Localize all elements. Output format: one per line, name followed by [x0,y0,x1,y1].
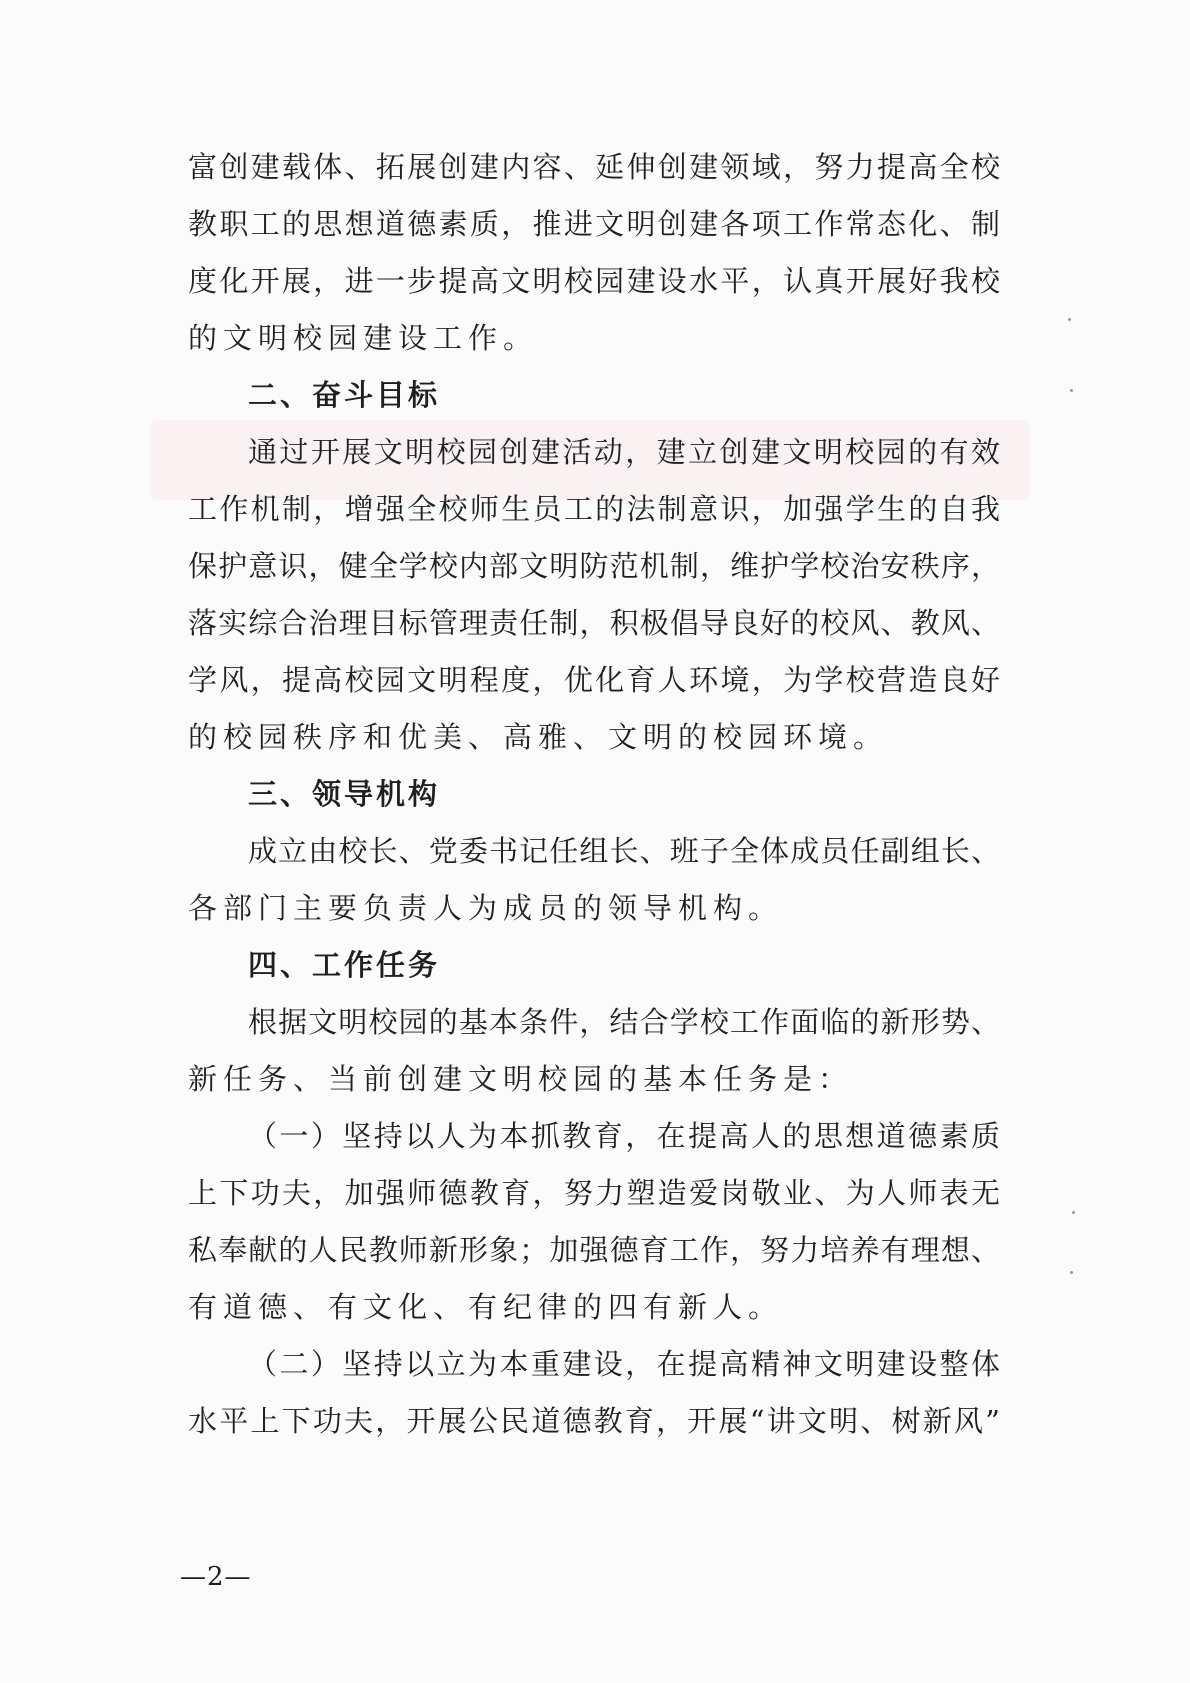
paragraph-line: 保护意识，健全学校内部文明防范机制，维护学校治安秩序， [188,549,1000,583]
paragraph-line: 富创建载体、拓展创建内容、延伸创建领域，努力提高全校 [188,150,1000,184]
paragraph-line: 根据文明校园的基本条件，结合学校工作面临的新形势、 [248,1005,1000,1039]
scan-speck [1072,1211,1075,1214]
paragraph-line: 水平上下功夫，开展公民道德教育，开展“讲文明、树新风” [188,1404,1000,1438]
paragraph-line: 学风，提高校园文明程度，优化育人环境，为学校营造良好 [188,663,1000,697]
paragraph-line: 上下功夫，加强师德教育，努力塑造爱岗敬业、为人师表无 [188,1176,1000,1210]
scan-speck [1070,1271,1073,1274]
paragraph-line: 落实综合治理目标管理责任制，积极倡导良好的校风、教风、 [188,606,1000,640]
scan-speck [1068,318,1071,321]
paragraph-line: 各部门主要负责人为成员的领导机构。 [188,891,784,925]
paragraph-line: 度化开展，进一步提高文明校园建设水平，认真开展好我校 [188,264,1000,298]
paragraph-line: （一）坚持以人为本抓教育，在提高人的思想道德素质 [248,1119,1000,1153]
page-number: —2— [180,1562,252,1592]
paragraph-line: 的文明校园建设工作。 [188,321,539,355]
paragraph-line: 工作机制，增强全校师生员工的法制意识，加强学生的自我 [188,492,1000,526]
paragraph-line: 新任务、当前创建文明校园的基本任务是： [188,1062,854,1096]
section-heading-leadership: 三、领导机构 [248,777,441,811]
paragraph-line: 教职工的思想道德素质，推进文明创建各项工作常态化、制 [188,207,1000,241]
section-heading-tasks: 四、工作任务 [248,948,441,982]
paragraph-line: 成立由校长、党委书记任组长、班子全体成员任副组长、 [248,834,1000,868]
scan-speck [1070,389,1073,392]
paragraph-line: 的校园秩序和优美、高雅、文明的校园环境。 [188,720,889,754]
paragraph-line: 有道德、有文化、有纪律的四有新人。 [188,1290,784,1324]
paragraph-line: 私奉献的人民教师新形象；加强德育工作，努力培养有理想、 [188,1233,1000,1267]
paragraph-line: 通过开展文明校园创建活动，建立创建文明校园的有效 [248,435,1000,469]
paragraph-line: （二）坚持以立为本重建设，在提高精神文明建设整体 [248,1347,1000,1381]
section-heading-goals: 二、奋斗目标 [248,378,441,412]
